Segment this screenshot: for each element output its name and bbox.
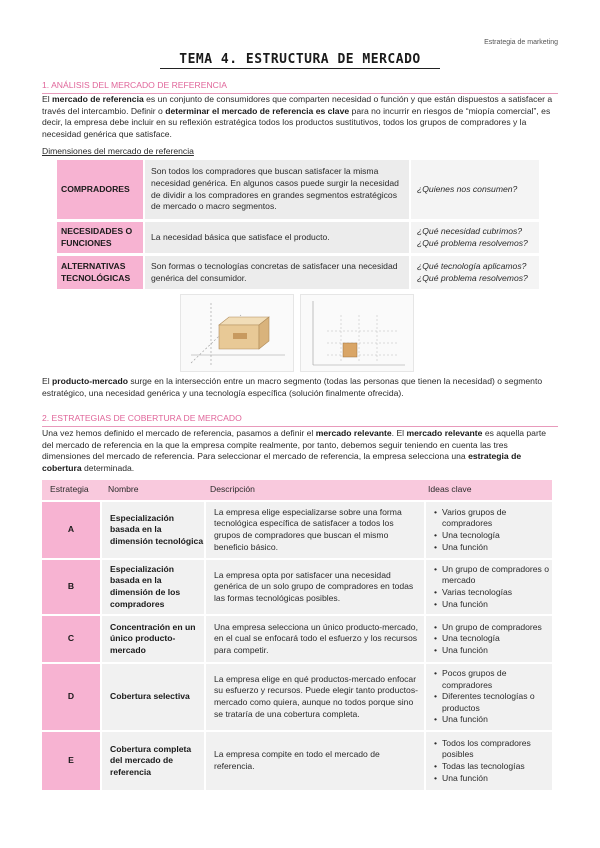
list-item: • Todas las tecnologías xyxy=(434,761,552,773)
list-item: • Un grupo de compradores xyxy=(434,622,542,634)
column-header: Descripción xyxy=(210,484,255,495)
strategy-ideas xyxy=(426,616,552,662)
dimension-description: Son todos los compradores que buscan satisfacer la misma necesidad genérica. En algunos casos puede surgir la necesidad de dividir a los compradores en grandes segmentos estratégicos de mercado o macro segmentos. xyxy=(145,160,409,219)
dimensions-title: Dimensiones del mercado de referencia xyxy=(42,146,194,156)
list-item: • Varias tecnologías xyxy=(434,587,552,599)
list-item: • Una función xyxy=(434,645,542,657)
dimension-label: NECESIDADES O FUNCIONES xyxy=(57,222,143,253)
dimension-description: Son formas o tecnologías concretas de satisfacer una necesidad genérica del consumidor. xyxy=(145,256,409,289)
dimension-question: ¿Qué tecnología aplicamos? ¿Qué problema resolvemos? xyxy=(411,256,539,289)
strategy-description: La empresa opta por satisfacer una necesidad genérica de un solo grupo de compradores en todas las formas tecnológicas posibles. xyxy=(206,560,424,614)
list-item: • Diferentes tecnologías o productos xyxy=(434,691,552,714)
dimension-description: La necesidad básica que satisface el producto. xyxy=(145,222,409,253)
strategy-id: B xyxy=(42,560,100,614)
product-market-grid-figure xyxy=(300,294,414,372)
dimension-label: ALTERNATIVAS TECNOLÓGICAS xyxy=(57,256,143,289)
dimension-row xyxy=(57,222,539,253)
list-item: • Pocos grupos de compradores xyxy=(434,668,552,691)
table-row xyxy=(42,664,552,730)
list-item: • Un grupo de compradores o mercado xyxy=(434,564,552,587)
section-2-paragraph: Una vez hemos definido el mercado de referencia, pasamos a definir el mercado relevante. El mercado relevante es aquella parte del mercado de referencia en la que la empresa compite realmente, por tanto, debemos seguir teniendo en cuenta las tres dimensiones del mercado de referencia. Para seleccionar el mercado de referencia, la empresa selecciona una estrategia de cobertura determinada. xyxy=(42,428,546,473)
strategy-name: Cobertura completa del mercado de referencia xyxy=(102,732,204,790)
strategy-ideas xyxy=(426,502,552,558)
column-header: Nombre xyxy=(108,484,139,495)
page-title: TEMA 4. ESTRUCTURA DE MERCADO xyxy=(179,52,421,67)
list-item: • Todos los compradores posibles xyxy=(434,738,552,761)
column-header: Estrategia xyxy=(50,484,89,495)
strategy-name: Especialización basada en la dimensión tecnológica xyxy=(102,502,204,558)
table-header xyxy=(42,480,552,500)
dimension-row xyxy=(57,160,539,219)
title-underline xyxy=(160,68,440,69)
strategy-ideas xyxy=(426,560,552,614)
list-item: • Una tecnología xyxy=(434,633,542,645)
product-market-paragraph: El producto-mercado surge en la intersección entre un macro segmento (todas las personas que tienen la necesidad) o segmento estratégico, una necesidad genérica y una tecnología específica (solución finalmente ofrecida). xyxy=(42,376,543,398)
strategies-table xyxy=(42,480,552,790)
list-item: • Una función xyxy=(434,714,552,726)
list-item: • Una función xyxy=(434,542,552,554)
strategy-description: La empresa elige especializarse sobre una forma tecnológica específica de satisfacer a todos los grupos de compradores que buscan el mismo beneficio básico. xyxy=(206,502,424,558)
strategy-name: Especialización basada en la dimensión de los compradores xyxy=(102,560,204,614)
table-row xyxy=(42,616,552,662)
section-2-heading: 2. ESTRATEGIAS DE COBERTURA DE MERCADO xyxy=(42,413,558,427)
list-item: • Una función xyxy=(434,599,552,611)
table-row xyxy=(42,502,552,558)
dimension-label: COMPRADORES xyxy=(57,160,143,219)
dimension-row xyxy=(57,256,539,289)
dimension-question: ¿Qué necesidad cubrimos? ¿Qué problema resolvemos? xyxy=(411,222,539,253)
strategy-description: La empresa compite en todo el mercado de referencia. xyxy=(206,732,424,790)
strategy-id: A xyxy=(42,502,100,558)
strategy-name: Cobertura selectiva xyxy=(102,664,204,730)
strategy-ideas xyxy=(426,664,552,730)
strategy-ideas xyxy=(426,732,552,790)
dimensions-table xyxy=(57,160,539,289)
column-header: Ideas clave xyxy=(428,484,472,495)
strategy-description: Una empresa selecciona un único producto-mercado, en el cual se enfocará todo el esfuerzo y los recursos para competir. xyxy=(206,616,424,662)
strategy-name: Concentración en un único producto-mercado xyxy=(102,616,204,662)
dimension-question: ¿Quienes nos consumen? xyxy=(411,160,539,219)
strategy-description: La empresa elige en qué productos-mercado enfocar su esfuerzo y recursos. Puede elegir tanto productos-mercado como quiera, aunque no todos porque sino se trataría de una cobertura completa. xyxy=(206,664,424,730)
header-subject: Estrategia de marketing xyxy=(484,39,558,46)
strategy-id: D xyxy=(42,664,100,730)
section-1-paragraph: El mercado de referencia es un conjunto de consumidores que comparten necesidad o función y que están dispuestos a satisfacer a través del intercambio. Definir o determinar el mercado de referencia es clave para no incurrir en riesgos de “miopía comercial”, es decir, la empresa debe incluir en su reflexión estratégica todos los productos sustitutivos, todos los grupos de compradores y la necesidad genérica que satisface. xyxy=(42,94,553,139)
table-row xyxy=(42,560,552,614)
list-item: • Varios grupos de compradores xyxy=(434,507,552,530)
section-1-heading: 1. ANÁLISIS DEL MERCADO DE REFERENCIA xyxy=(42,80,558,94)
strategy-id: C xyxy=(42,616,100,662)
list-item: • Una función xyxy=(434,773,552,785)
table-row xyxy=(42,732,552,790)
strategy-id: E xyxy=(42,732,100,790)
product-market-cube-figure xyxy=(180,294,294,372)
list-item: • Una tecnología xyxy=(434,530,552,542)
